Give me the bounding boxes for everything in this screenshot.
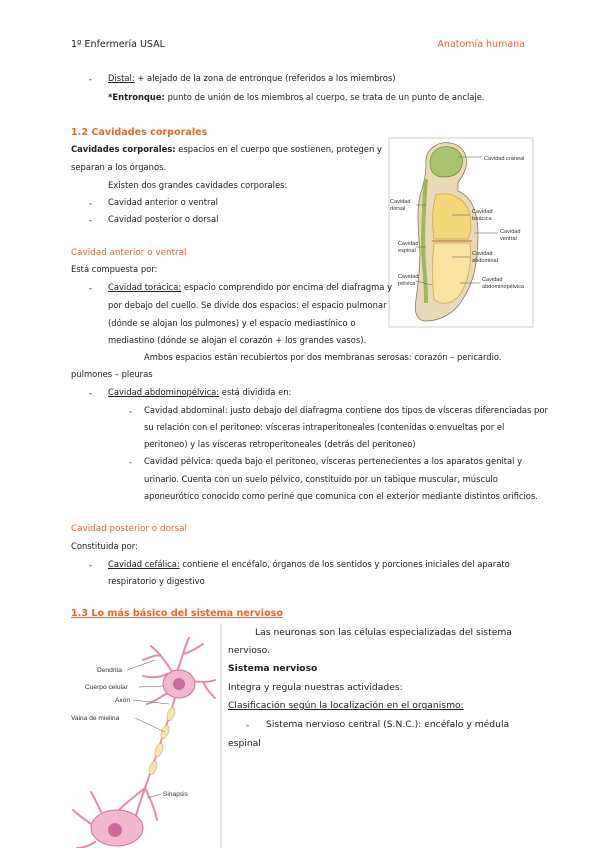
label-cuerpo-celular: Cuerpo celular	[85, 684, 128, 691]
membranas-line-1: Ambos espacios están recubiertos por dos membranas serosas: corazón – pericardio.	[144, 352, 502, 362]
label-axon: Axón	[115, 697, 131, 704]
label-ventral-1: Cavidad	[500, 229, 521, 235]
neuronas-line-2: nervioso.	[228, 645, 271, 656]
snc-line-2: espinal	[228, 738, 261, 749]
bullet-anterior: Cavidad anterior o ventral	[108, 197, 218, 207]
abdominopelvica-text: está dividida en:	[219, 387, 292, 397]
bullet-dash: -	[89, 74, 93, 84]
bullet-dash: -	[129, 406, 133, 416]
abdominopelvica-term: Cavidad abdominopélvica:	[108, 387, 220, 397]
bullet-dash: -	[89, 215, 93, 225]
snc-line-1: Sistema nervioso central (S.N.C.): encéfalo y médula	[266, 719, 510, 730]
cavidades-term: Cavidades corporales:	[71, 144, 176, 154]
label-espinal-2: espinal	[398, 248, 416, 254]
section-title-sistema-nervioso: 1.3 Lo más básico del sistema nervioso	[71, 608, 283, 619]
toracica-line-4: mediastino (dónde se alojan el corazón + los grandes vasos).	[108, 335, 367, 345]
bullet-dash: -	[129, 457, 133, 467]
cavidad-craneal-shape	[430, 147, 463, 177]
nucleus	[173, 678, 185, 690]
cavidades-def-text: espacios en el cuerpo que sostienen, protegen y	[175, 144, 382, 154]
subsection-anterior-title: Cavidad anterior o ventral	[71, 248, 187, 258]
label-espinal-1: Cavidad	[398, 241, 419, 247]
label-abdominal-2: abdominal	[472, 258, 498, 264]
bullet-dash: -	[89, 560, 93, 570]
toracica-term: Cavidad torácica:	[108, 282, 182, 292]
neuron-figure	[71, 624, 223, 848]
label-abdominopelvica-2: abdominopélvica	[482, 284, 524, 290]
sistema-nervioso-text: Integra y regula nuestras actividades:	[228, 682, 403, 693]
toracica-line-2: por debajo del cuello. Se divide dos espacios: el espacio pulmonar	[108, 300, 387, 310]
cefalica-line-1	[108, 560, 510, 568]
label-sinapsis: Sinapsis	[163, 791, 188, 798]
existen-text: Existen dos grandes cavidades corporales:	[108, 180, 288, 190]
label-pelvica-1: Cavidad	[398, 274, 419, 280]
pelvica-line-1: Cavidad pélvica: queda bajo el peritoneo, vísceras pertenecientes a los aparatos genital y	[144, 456, 523, 466]
distal-term: Distal:	[108, 73, 135, 83]
toracica-line-3: (dónde se alojan los pulmones) y el espacio mediastínico o	[108, 318, 356, 328]
label-dorsal-2: dorsal	[390, 206, 406, 212]
posterior-intro: Constituida por:	[71, 541, 138, 551]
bullet-dash: -	[89, 283, 93, 293]
cefalica-text: contiene el encéfalo, órganos de los sentidos y porciones iniciales del aparato	[179, 559, 510, 569]
entronque-term: *Entronque:	[108, 92, 165, 102]
distal-line	[108, 74, 396, 82]
abdominal-line-2: su relación con el peritoneo: vísceras intraperitoneales (contenidas o envueltas por el	[144, 422, 505, 432]
entronque-line	[108, 93, 485, 101]
pelvica-line-2: urinario. Cuenta con un suelo pélvico, constituido por un tabique muscular, músculo	[144, 474, 498, 484]
label-pelvica-2: pélvica	[398, 281, 416, 287]
bullet-dash: -	[89, 388, 93, 398]
label-abdominopelvica-1: Cavidad	[482, 277, 503, 283]
header-subject: Anatomía humana	[437, 39, 525, 50]
cavidades-definition	[71, 145, 382, 153]
anterior-intro: Está compuesta por:	[71, 264, 158, 274]
label-dendrita: Dendrita	[97, 667, 122, 674]
abdominal-line-1: Cavidad abdominal: justo debajo del diafragma contiene dos tipos de vísceras diferenciadas por	[144, 405, 548, 415]
neuronas-line-1: Las neuronas son las células especializadas del sistema	[255, 627, 512, 638]
label-toracica-2: torácica	[472, 216, 492, 222]
bullet-posterior: Cavidad posterior o dorsal	[108, 214, 219, 224]
membranas-line-2: pulmones – pleuras	[71, 369, 153, 379]
cefalica-line-2: respiratorio y digestivo	[108, 576, 205, 586]
body-cavities-figure	[386, 135, 536, 330]
label-craneal: Cavidad craneal	[484, 156, 525, 162]
abdominopelvica-line	[108, 388, 291, 396]
cefalica-term: Cavidad cefálica:	[108, 559, 180, 569]
label-vaina-mielina: Vaina de mielina	[71, 715, 120, 722]
label-abdominal-1: Cavidad	[472, 251, 493, 257]
label-toracica-1: Cavidad	[472, 209, 493, 215]
bullet-dash: -	[246, 720, 250, 731]
section-title-cavidades: 1.2 Cavidades corporales	[71, 127, 208, 138]
toracica-line-1	[108, 283, 392, 291]
sistema-nervioso-title: Sistema nervioso	[228, 663, 318, 674]
pelvica-line-3: aponeurótico conocido como periné que comunica con el exterior mediante distintos orificios.	[144, 491, 538, 501]
subsection-posterior-title: Cavidad posterior o dorsal	[71, 524, 187, 534]
bullet-dash: -	[89, 198, 93, 208]
cavidades-def-cont: separan a los órganos.	[71, 162, 167, 172]
entronque-text: punto de unión de los miembros al cuerpo, se trata de un punto de anclaje.	[164, 92, 485, 102]
header-course: 1º Enfermería USAL	[71, 39, 165, 50]
abdominal-line-3: peritoneo) y las vísceras retroperitoneales (detrás del peritoneo)	[144, 439, 416, 449]
clasificacion-text: Clasificación según la localización en el organismo:	[228, 700, 464, 711]
label-ventral-2: ventral	[500, 236, 517, 242]
toracica-text: espacio comprendido por encima del diafragma y	[181, 282, 393, 292]
distal-text: + alejado de la zona de entronque (referidos a los miembros)	[134, 73, 396, 83]
label-dorsal-1: Cavidad	[390, 199, 411, 205]
